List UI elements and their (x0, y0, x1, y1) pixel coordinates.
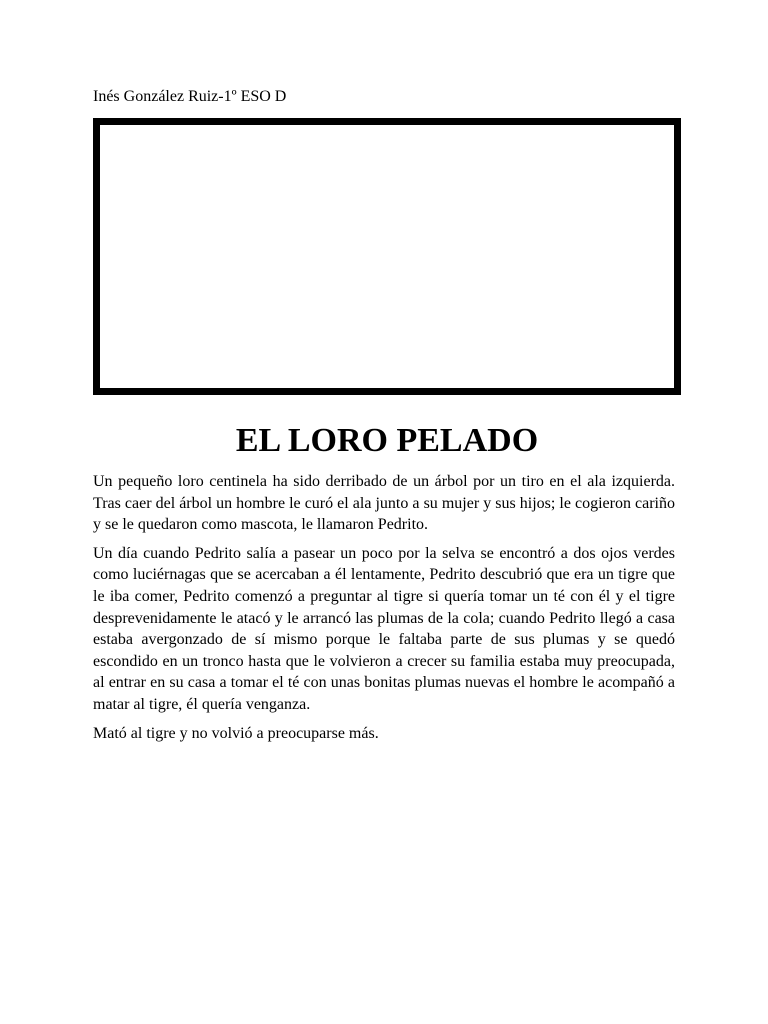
paragraph-2: Un día cuando Pedrito salía a pasear un poco por la selva se encontró a dos ojos verdes como luciérnagas que se acercaban a él lentamente, Pedrito descubrió que era un tigre que le iba comer, Pedrito comenzó a preguntar al tigre si quería tomar un té con él y el tigre desprevenidamente le atacó y le arrancó las plumas de la cola; cuando Pedrito llegó a casa estaba avergonzado de sí mismo porque le faltaba parte de sus plumas y se quedó escondido en un tronco hasta que le volvieron a crecer su familia estaba muy preocupada, al entrar en su casa a tomar el té con unas bonitas plumas nuevas el hombre le acompañó a matar al tigre, él quería venganza. (93, 544, 675, 713)
empty-image-frame (93, 118, 681, 395)
document-title: EL LORO PELADO (235, 422, 539, 459)
paragraph-3: Mató al tigre y no volvió a preocuparse más. (93, 724, 379, 742)
author-line: Inés González Ruiz-1º ESO D (93, 88, 287, 105)
story-body (93, 471, 675, 751)
paragraph-1: Un pequeño loro centinela ha sido derribado de un árbol por un tiro en el ala izquierda. Tras caer del árbol un hombre le curó el ala junto a su mujer y sus hijos; le cogieron cariño y se le quedaron como mascota, le llamaron Pedrito. (93, 473, 675, 534)
